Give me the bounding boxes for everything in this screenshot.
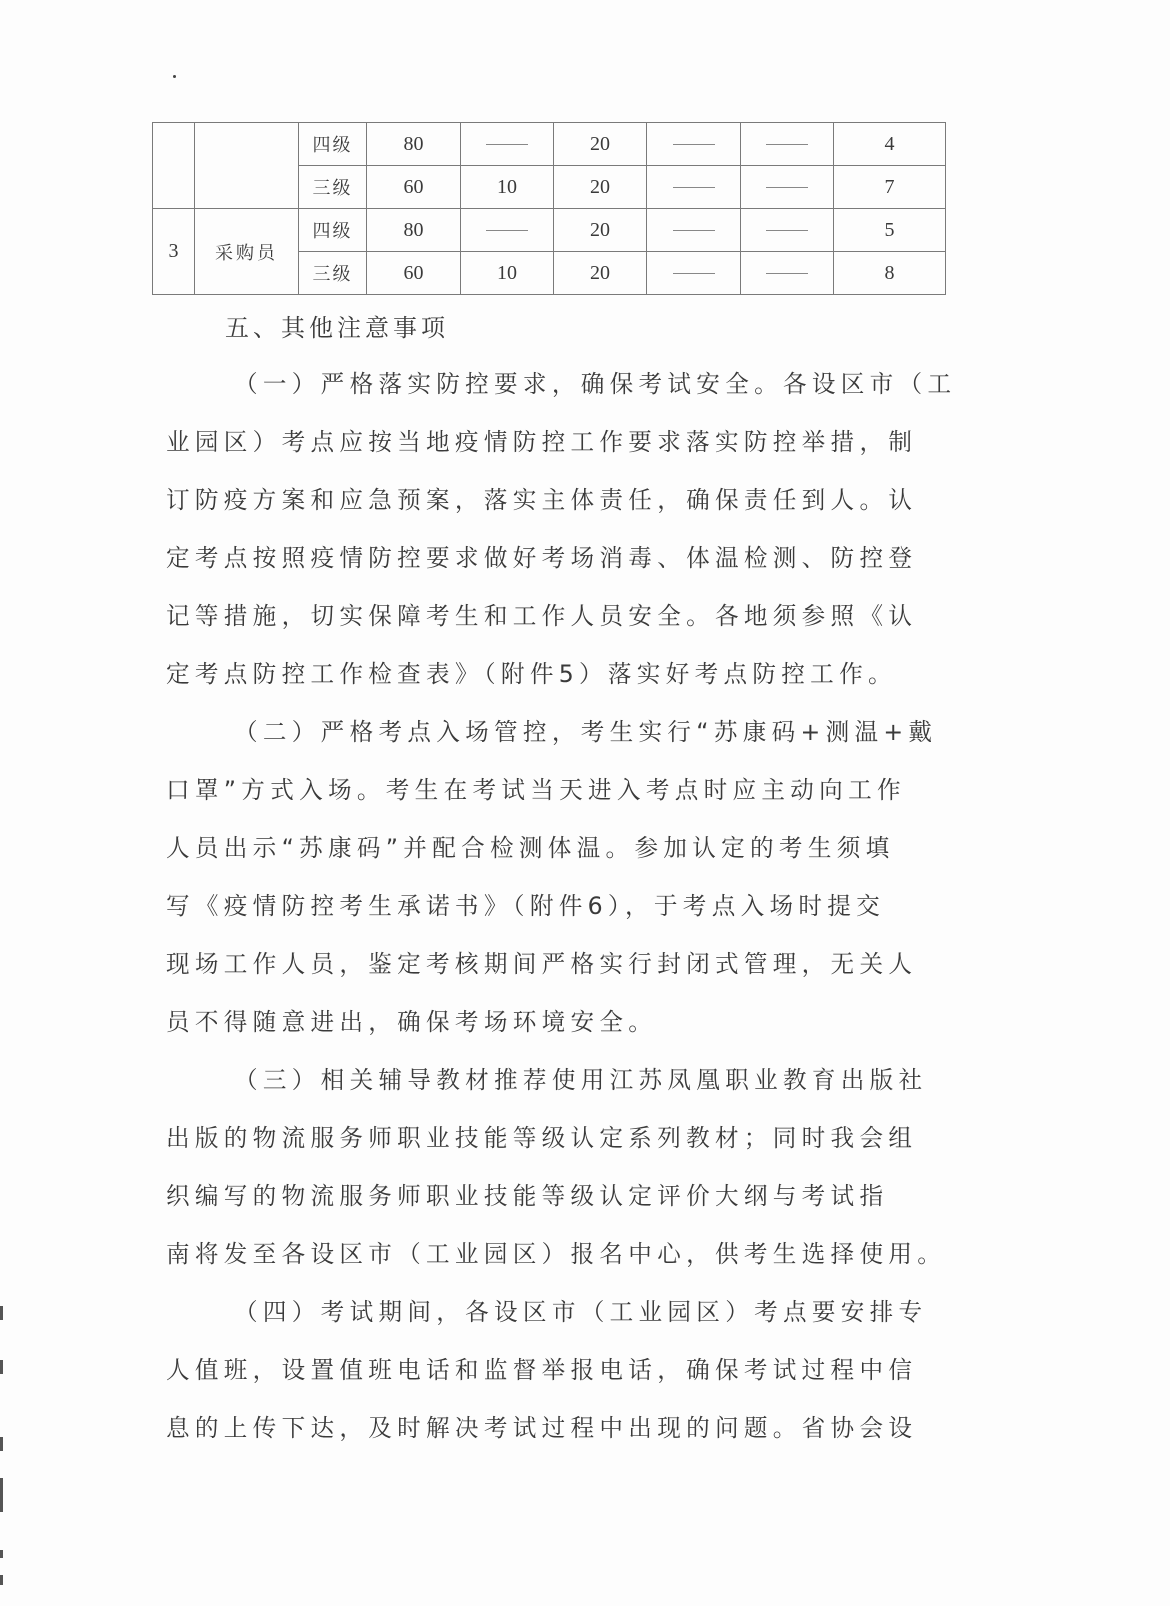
dash-mark	[766, 230, 808, 231]
text-line: 员不得随意进出，确保考场环境安全。	[166, 1008, 658, 1036]
stray-dot-mark	[173, 75, 176, 78]
text-line: 写《疫情防控考生承诺书》（附件6），于考点入场时提交	[166, 892, 886, 920]
text-line: （三）相关辅导教材推荐使用江苏凤凰职业教育出版社	[234, 1066, 928, 1094]
edge-scan-mark	[0, 1575, 3, 1585]
edge-scan-mark	[0, 1478, 3, 1512]
dash-mark	[766, 144, 808, 145]
text-line: 口罩”方式入场。考生在考试当天进入考点时应主动向工作	[166, 776, 906, 804]
cell-level: 四级	[299, 123, 367, 166]
text-line: 出版的物流服务师职业技能等级认定系列教材；同时我会组	[166, 1124, 918, 1152]
text-line: 现场工作人员，鉴定考核期间严格实行封闭式管理，无关人	[166, 950, 918, 978]
cell-c6: 8	[834, 252, 946, 295]
dash-mark	[673, 144, 715, 145]
cell-no: 3	[153, 209, 195, 295]
table-row	[153, 209, 946, 252]
cell-c3: 20	[554, 123, 647, 166]
cell-c2: 10	[461, 166, 554, 209]
text-line: （二）严格考点入场管控，考生实行“苏康码+测温+戴	[234, 718, 938, 746]
cell-c5	[741, 123, 834, 166]
edge-scan-mark	[0, 1306, 3, 1320]
text-line: 人员出示“苏康码”并配合检测体温。参加认定的考生须填	[166, 834, 895, 862]
dash-mark	[766, 273, 808, 274]
text-line: 人值班，设置值班电话和监督举报电话，确保考试过程中信	[166, 1356, 918, 1384]
cell-c5	[741, 166, 834, 209]
dash-mark	[673, 187, 715, 188]
cell-c5	[741, 209, 834, 252]
cell-c6: 7	[834, 166, 946, 209]
cell-c1: 80	[367, 209, 461, 252]
edge-scan-mark	[0, 1360, 3, 1374]
text-line: （一）严格落实防控要求，确保考试安全。各设区市（工	[234, 370, 956, 398]
dash-mark	[673, 230, 715, 231]
edge-scan-mark	[0, 1550, 3, 1558]
cell-c6: 5	[834, 209, 946, 252]
text-line: （四）考试期间，各设区市（工业园区）考点要安排专	[234, 1298, 928, 1326]
edge-scan-mark	[0, 1437, 3, 1451]
cell-c3: 20	[554, 252, 647, 295]
cell-c4	[647, 252, 741, 295]
cell-level: 三级	[299, 166, 367, 209]
cell-c3: 20	[554, 209, 647, 252]
cell-c4	[647, 166, 741, 209]
text-line: 织编写的物流服务师职业技能等级认定评价大纲与考试指	[166, 1182, 889, 1210]
cell-level: 四级	[299, 209, 367, 252]
cell-c3: 20	[554, 166, 647, 209]
text-line: 息的上传下达，及时解决考试过程中出现的问题。省协会设	[166, 1414, 918, 1442]
text-line: 订防疫方案和应急预案，落实主体责任，确保责任到人。认	[166, 486, 918, 514]
cell-c5	[741, 252, 834, 295]
cell-no	[153, 123, 195, 209]
cell-c2	[461, 209, 554, 252]
dash-mark	[486, 230, 528, 231]
text-line: 南将发至各设区市（工业园区）报名中心，供考生选择使用。	[166, 1240, 947, 1268]
text-line: 记等措施，切实保障考生和工作人员安全。各地须参照《认	[166, 602, 918, 630]
dash-mark	[673, 273, 715, 274]
cell-name	[195, 123, 299, 209]
text-line: 定考点防控工作检查表》（附件5）落实好考点防控工作。	[166, 660, 897, 688]
cell-c4	[647, 209, 741, 252]
table-row	[153, 123, 946, 166]
cell-c6: 4	[834, 123, 946, 166]
cell-c1: 60	[367, 252, 461, 295]
section-heading: 五、其他注意事项	[225, 314, 449, 342]
cell-c1: 80	[367, 123, 461, 166]
cell-level: 三级	[299, 252, 367, 295]
dash-mark	[766, 187, 808, 188]
text-line: 业园区）考点应按当地疫情防控工作要求落实防控举措，制	[166, 428, 918, 456]
cell-c4	[647, 123, 741, 166]
section-body	[166, 355, 956, 1457]
text-line: 定考点按照疫情防控要求做好考场消毒、体温检测、防控登	[166, 544, 918, 572]
cell-c2	[461, 123, 554, 166]
cell-name: 采购员	[195, 209, 299, 295]
cell-c1: 60	[367, 166, 461, 209]
exam-score-table	[152, 122, 946, 295]
dash-mark	[486, 144, 528, 145]
cell-c2: 10	[461, 252, 554, 295]
